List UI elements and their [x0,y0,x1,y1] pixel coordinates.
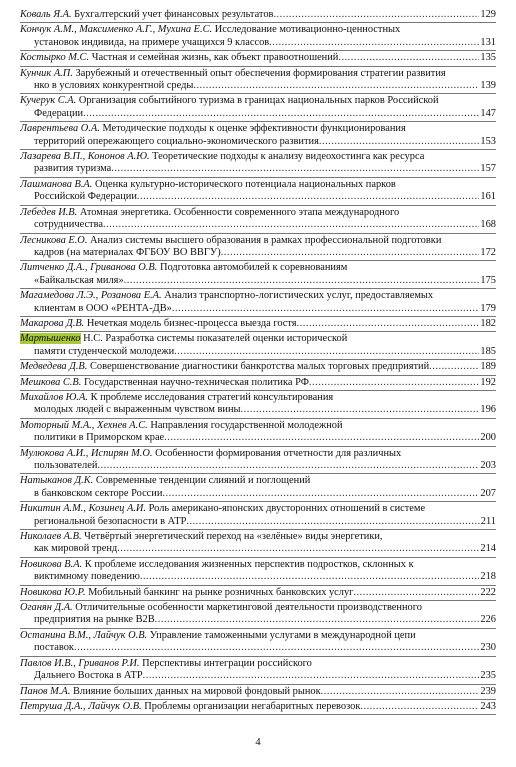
dot-leader [164,432,479,444]
dot-leader [103,219,479,231]
entry-page-number: 196 [480,404,496,416]
entry-title-line: Частная и семейная жизнь, как объект правоотношений [91,52,339,64]
dot-leader [429,361,479,373]
entry-page-number: 179 [480,302,496,314]
dot-leader [111,163,479,175]
toc-entry [20,391,496,419]
dot-leader [353,587,479,599]
entry-page-number: 239 [480,685,496,697]
entry-title-line: Государственная научно-техническая политика РФ [83,376,309,388]
entry-title-line: Дальнего Востока в АТР [34,670,143,682]
dot-leader [117,543,479,555]
entry-page-number: 157 [480,163,496,175]
entry-page-number: 218 [480,571,496,583]
dot-leader [137,191,480,203]
entry-title-line: Особенности формирования отчетности для различных [155,447,402,459]
dot-leader [155,614,480,626]
entry-page-number: 222 [480,586,496,598]
entry-author: Магамедова Л.Э., Розанова Е.А. [20,290,162,302]
entry-author: Лаврентьева О.А. [20,123,100,135]
entry-title-line: политики в Приморском крае [34,432,165,444]
entry-title-line: Федерации [34,107,84,119]
entry-title-line: клиентам в ООО «РЕНТА-ДВ» [34,302,172,314]
dot-leader [338,52,479,64]
entry-title-line: Оценка культурно-исторического потенциала национальных парков [94,178,396,190]
dot-leader [321,686,480,698]
entry-title-line: как мировой тренд [34,543,118,555]
entry-title-line: региональной безопасности в АТР [34,515,187,527]
entry-title-line: Отличительные особенности маркетинговой деятельности производственного [75,602,422,614]
entry-author: Макарова Д.В. [20,317,85,329]
toc-entry [20,530,496,558]
entry-author: Новикова В.А. [20,558,83,570]
toc-entry [20,206,496,234]
entry-title-line: Теоретические подходы к анализу видеохостинга как ресурса [152,151,425,163]
entry-author: Мулюкова А.И., Испирян М.О. [20,447,153,459]
dot-leader [186,516,479,528]
dot-leader [273,9,479,21]
entry-title-line: Атомная энергетика. Особенности современного этапа международного [79,206,400,218]
entry-author: Кунчик А.П. [20,67,73,79]
dot-leader [74,642,479,654]
dot-leader [143,670,480,682]
entry-page-number: 168 [480,219,496,231]
toc-entry [20,657,496,685]
dot-leader [309,377,479,389]
entry-page-number: 172 [480,246,496,258]
entry-title-line: территорий опережающего социально-экономического развития [34,135,319,147]
entry-title-line: Организация событийного туризма в границах национальных парков Российской [78,95,439,107]
entry-author: Павлов И.В., Гриванов Р.И. [20,657,140,669]
entry-author: Никитин А.М., Козинец А.И. [20,503,147,515]
entry-title-line: Влияние больших данных на мировой фондовый рынок [72,685,321,697]
toc-entry [20,629,496,657]
dot-leader [221,247,480,259]
entry-page-number: 153 [480,135,496,147]
entry-title-line: Зарубежный и отечественный опыт обеспечения формирования стратегии развития [75,67,446,79]
entry-title-line: памяти студенческой молодежи [34,345,175,357]
dot-leader [162,488,479,500]
entry-title-line: Четвёртый энергетический переход на «зелёные» виды энергетики, [84,531,383,543]
entry-author: Костырко М.С. [20,52,90,64]
dot-leader [174,346,479,358]
entry-author: Мешкова С.В. [20,376,82,388]
entry-author: Оганян Д.А. [20,602,73,614]
toc-entry [20,317,496,332]
entry-title-line: пользователей [34,460,98,471]
dot-leader [140,571,480,583]
toc-entry [20,261,496,289]
entry-author: Михайлов Ю.А. [20,391,88,403]
toc-entry [20,122,496,150]
entry-title-line: предприятия на рынке B2B [34,614,155,626]
toc-entry [20,685,496,700]
entry-author: Коваль Я.А. [20,9,72,20]
entry-page-number: 185 [480,345,496,357]
entry-title-line: К проблеме исследования стратегий консультирования [90,391,334,403]
entry-author: Николаев А.В. [20,531,82,543]
entry-title-line: Проблемы организации негабаритных перевозок [144,700,361,712]
entry-title-line: Бухгалтерский учет финансовых результатов [74,9,274,20]
entry-author: Лесникова Е.О. [20,234,88,246]
toc-entry [20,558,496,586]
entry-page-number: 214 [480,543,496,555]
toc-entry [20,700,496,715]
entry-page-number: 147 [480,107,496,119]
entry-author: Кучерук С.А. [20,95,77,107]
toc-entry [20,289,496,317]
dot-leader [97,460,479,472]
entry-title-line: развития туризма [34,163,112,175]
toc-entry [20,502,496,530]
dot-leader [297,318,480,330]
entry-page-number: 207 [480,487,496,499]
entry-title-line: молодых людей с выраженным чувством вины [34,404,241,416]
entry-author: Медведева Д.В. [20,361,88,373]
entry-page-number: 203 [480,460,496,471]
dot-leader [269,37,479,49]
entry-author: Лебедев И.В. [20,206,78,218]
entry-page-number: 230 [480,642,496,654]
entry-page-number: 211 [480,515,496,527]
entry-page-number: 226 [480,614,496,626]
entry-title-line: в банковском секторе России [34,487,163,499]
entry-title-line: Российской Федерации [34,191,137,203]
entry-title-line: Совершенствование диагностики банкротства малых торговых предприятий [89,361,430,373]
entry-title-line: Анализ системы высшего образования в рамках профессиональной подготовки [90,234,442,246]
entry-title-line: Мобильный банкинг на рынке розничных банковских услуг [88,586,354,598]
toc-entry [20,601,496,629]
toc-entry [20,23,496,51]
entry-author: Натыканов Д.К. [20,475,94,487]
entry-title-line: Направления государственной молодежной [150,419,343,431]
toc-entry [20,447,496,475]
entry-title-line: Разработка системы показателей оценки исторической [105,333,348,345]
dot-leader [360,701,479,713]
entry-title-line: Исследование мотивационно-ценностных [214,24,401,36]
entry-title-line: Перспективы интеграции российского [142,657,312,669]
toc-entry [20,474,496,502]
dot-leader [83,108,479,120]
entry-title-line: Подготовка автомобилей к соревнованиям [159,262,348,274]
entry-author: Кончук А.М., Максименко А.Г., Мухина Е.С. [20,24,213,36]
entry-page-number: 182 [480,317,496,329]
entry-title-line: «Байкальская миля» [34,274,124,286]
entry-page-number: 131 [480,36,496,48]
entry-author: Литченко Д.А., Гриванова О.В. [20,262,158,274]
entry-title-line: виктимному поведению [34,571,140,583]
entry-title-line: Современные тенденции слияний и поглощений [95,475,311,487]
entry-title-line: Нечеткая модель бизнес-процесса выезда гостя [86,317,297,329]
table-of-contents [20,8,496,715]
entry-page-number: 129 [480,9,496,20]
entry-title-line: Управление таможенными услугами в международной цепи [149,629,416,641]
entry-page-number: 139 [480,80,496,92]
entry-author: Панов М.А. [20,685,71,697]
entry-title-line: сотрудничества [34,219,103,231]
entry-title-line: Роль американо-японских двусторонних отношений в системе [148,503,426,515]
entry-title-line: К проблеме исследования жизненных перспектив подростков, склонных к [84,558,414,570]
toc-entry [20,360,496,375]
toc-entry [20,51,496,66]
entry-page-number: 161 [480,191,496,203]
entry-author: Лазарева В.П., Кононов А.Ю. [20,151,150,163]
entry-author-initials: Н.С. [80,333,103,345]
toc-entry [20,94,496,122]
entry-title-line: поставок [34,642,74,654]
toc-entry [20,586,496,601]
toc-entry [20,67,496,95]
entry-author: Моторный М.А., Хехнев А.С. [20,419,148,431]
entry-page-number: 235 [480,670,496,682]
toc-entry [20,150,496,178]
dot-leader [172,303,480,315]
entry-author: Лашманова В.А. [20,178,93,190]
toc-entry [20,332,496,360]
dot-leader [124,275,480,287]
dot-leader [241,404,480,416]
entry-title-line: установок индивида, на примере учащихся 9 классов [34,36,270,48]
entry-title-line: Анализ транспортно-логистических услуг, предоставляемых [164,290,434,302]
toc-entry [20,8,496,23]
entry-page-number: 192 [480,376,496,388]
dot-leader [193,80,479,92]
entry-title-line: Методические подходы к оценке эффективности функционирования [102,123,406,135]
toc-entry [20,178,496,206]
entry-page-number: 243 [480,700,496,712]
entry-page-number: 135 [480,52,496,64]
entry-author: Останина В.М., Лайчук О.В. [20,629,148,641]
entry-title-line: нко в условиях конкурентной среды [34,80,194,92]
entry-page-number: 200 [480,432,496,444]
entry-author: Новикова Ю.Р. [20,586,86,598]
toc-entry [20,419,496,447]
entry-author: Мартышенко [20,333,81,345]
entry-page-number: 175 [480,274,496,286]
toc-entry [20,376,496,391]
page-number: 4 [255,737,261,748]
entry-page-number: 189 [480,361,496,373]
entry-author: Петруша Д.А., Лайчук О.В. [20,700,142,712]
toc-entry [20,234,496,262]
dot-leader [319,136,480,148]
entry-title-line: кадров (на материалах ФГБОУ ВО ВВГУ) [34,246,221,258]
